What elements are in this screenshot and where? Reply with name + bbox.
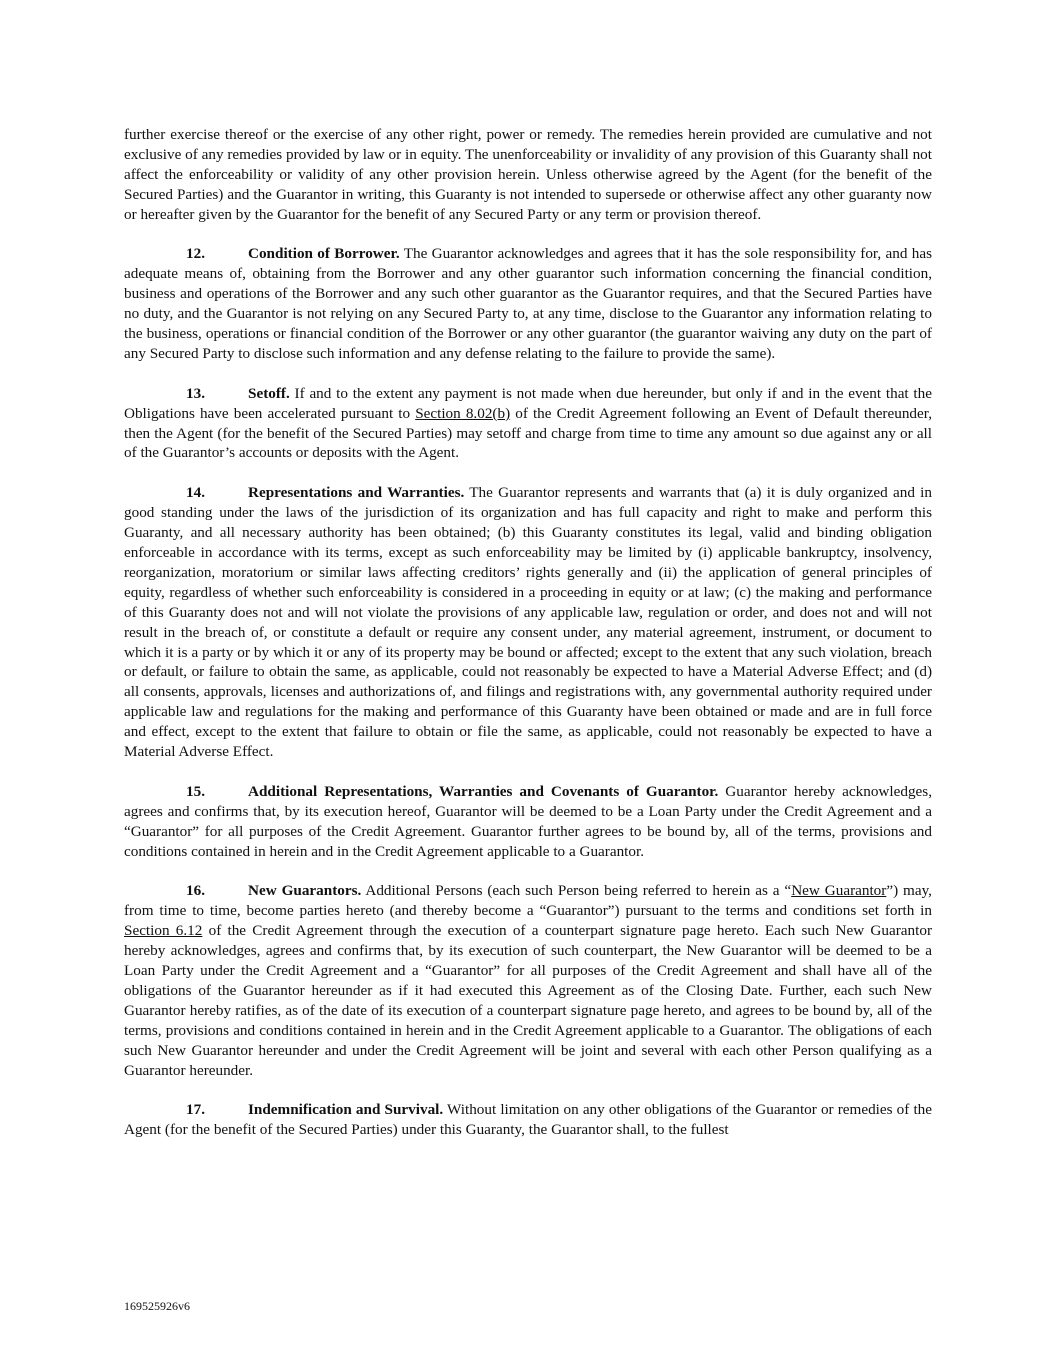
- section-heading: Indemnification and Survival.: [248, 1101, 444, 1119]
- paragraph-text: The Guarantor acknowledges and agrees that it has the sole responsibility for, and has adequate means of, obtaining from the Borrower and any other guarantor such information concerning the financial condition, business and operations of the Borrower and any such other guarantor as the Guarantor requires, and that the Secured Parties have no duty, and the Guarantor is not relying on any Secured Party to, at any time, disclose to the Guarantor any information relating to the business, operations or financial condition of the Borrower or any other guarantor (the guarantor waiving any duty on the part of any Secured Party to disclose such information and any defense relating to the failure to provide the same).: [124, 245, 932, 362]
- section-17-indemnification-and-survival: [124, 1100, 932, 1140]
- section-16-new-guarantors: [124, 881, 932, 1080]
- paragraph-text: Additional Persons (each such Person being referred to herein as a “: [361, 882, 792, 900]
- section-heading: Additional Representations, Warranties and Covenants of Guarantor.: [248, 782, 719, 800]
- section-heading: Setoff.: [248, 384, 290, 402]
- paragraph-text: If and to the extent any payment is not made when due hereunder, but only if and in the event that the Obligations have been accelerated pursuant to: [124, 384, 932, 422]
- section-number: 14.: [186, 484, 205, 502]
- section-reference: Section 8.02(b): [415, 404, 511, 422]
- section-number: 16.: [186, 882, 205, 900]
- paragraph-text: of the Credit Agreement following an Event of Default thereunder, then the Agent (for the benefit of the Secured Parties) may setoff and charge from time to time any amount so due against any or all of the Guarantor’s accounts or deposits with the Agent.: [124, 404, 932, 462]
- document-page: [124, 125, 932, 1160]
- section-heading: New Guarantors.: [248, 882, 362, 900]
- defined-term: New Guarantor: [791, 882, 887, 900]
- paragraph-text: further exercise thereof or the exercise of any other right, power or remedy. The remedies herein provided are cumulative and not exclusive of any remedies provided by law or in equity. The unenforceability or invalidity of any provision of this Guaranty shall not affect the enforceability or validity of any other provision herein. Unless otherwise agreed by the Agent (for the benefit of the Secured Parties) and the Guarantor in writing, this Guaranty is not intended to supersede or otherwise affect any other guaranty now or hereafter given by the Guarantor for the benefit of any Secured Party or any term or provision thereof.: [124, 126, 932, 223]
- footer-document-id: 169525926v6: [124, 1299, 190, 1313]
- paragraph-text: The Guarantor represents and warrants that (a) it is duly organized and in good standing under the laws of the jurisdiction of its organization and has full capacity and right to make and perform this Guaranty, and all necessary authority has been obtained; (b) this Guaranty constitutes its legal, valid and binding obligation enforceable in accordance with its terms, except as such enforceability may be limited by (i) applicable bankruptcy, insolvency, reorganization, moratorium or similar laws affecting creditors’ rights generally and (ii) the application of general principles of equity, regardless of whether such enforceability is considered in a proceeding in equity or at law; (c) the making and performance of this Guaranty does not and will not violate the provisions of any applicable law, regulation or order, and does not and will not result in the breach of, or constitute a default or require any consent under, any material agreement, instrument, or document to which it is a party or by which it or any of its property may be bound or affected; except to the extent that any such violation, breach or default, or failure to obtain the same, as applicable, could not reasonably be expected to have a Material Adverse Effect; and (d) all consents, approvals, licenses and authorizations of, and filings and registrations with, any governmental authority required under applicable law and regulations for the making and performance of this Guaranty have been obtained or made and are in full force and effect, except to the extent that failure to obtain or file the same, as applicable, could not reasonably be expected to have a Material Adverse Effect.: [124, 484, 932, 761]
- section-15-additional-representations: [124, 782, 932, 862]
- section-14-representations-and-warranties: [124, 483, 932, 762]
- paragraph-text: Guarantor hereby acknowledges, agrees and confirms that, by its execution hereof, Guarantor will be deemed to be a Loan Party under the Credit Agreement and a “Guarantor” for all purposes of the Credit Agreement. Guarantor further agrees to be bound by, all of the terms, provisions and conditions contained in herein and in the Credit Agreement applicable to a Guarantor.: [124, 782, 932, 860]
- paragraph-text: of the Credit Agreement through the execution of a counterpart signature page hereto. Each such New Guarantor hereby acknowledges, agrees and confirms that, by its execution of such counterpart, the New Guarantor will be deemed to be a Loan Party under the Credit Agreement and a “Guarantor” for all purposes of the Credit Agreement and shall have all of the obligations of the Guarantor hereunder as if it had executed this Agreement as of the Closing Date. Further, each such New Guarantor hereby ratifies, as of the date of its execution of a counterpart signature page hereto, and agrees to be bound by, all of the terms, provisions and conditions contained in herein and in the Credit Agreement applicable to a Guarantor. The obligations of each such New Guarantor hereunder and under the Credit Agreement will be joint and several with each other Person qualifying as a Guarantor hereunder.: [124, 922, 932, 1079]
- section-12-condition-of-borrower: [124, 244, 932, 363]
- paragraph-11-continued: [124, 125, 932, 225]
- section-number: 12.: [186, 245, 205, 263]
- section-number: 17.: [186, 1101, 205, 1119]
- section-13-setoff: [124, 384, 932, 464]
- section-heading: Representations and Warranties.: [248, 484, 465, 502]
- section-number: 13.: [186, 384, 205, 402]
- section-number: 15.: [186, 782, 205, 800]
- paragraph-text: Without limitation on any other obligations of the Guarantor or remedies of the Agent (for the benefit of the Secured Parties) under this Guaranty, the Guarantor shall, to the fullest: [124, 1101, 933, 1139]
- section-heading: Condition of Borrower.: [248, 245, 400, 263]
- paragraph-text: ”) may, from time to time, become parties hereto (and thereby become a “Guarantor”) pursuant to the terms and conditions set forth in: [124, 882, 932, 920]
- section-reference: Section 6.12: [124, 922, 203, 940]
